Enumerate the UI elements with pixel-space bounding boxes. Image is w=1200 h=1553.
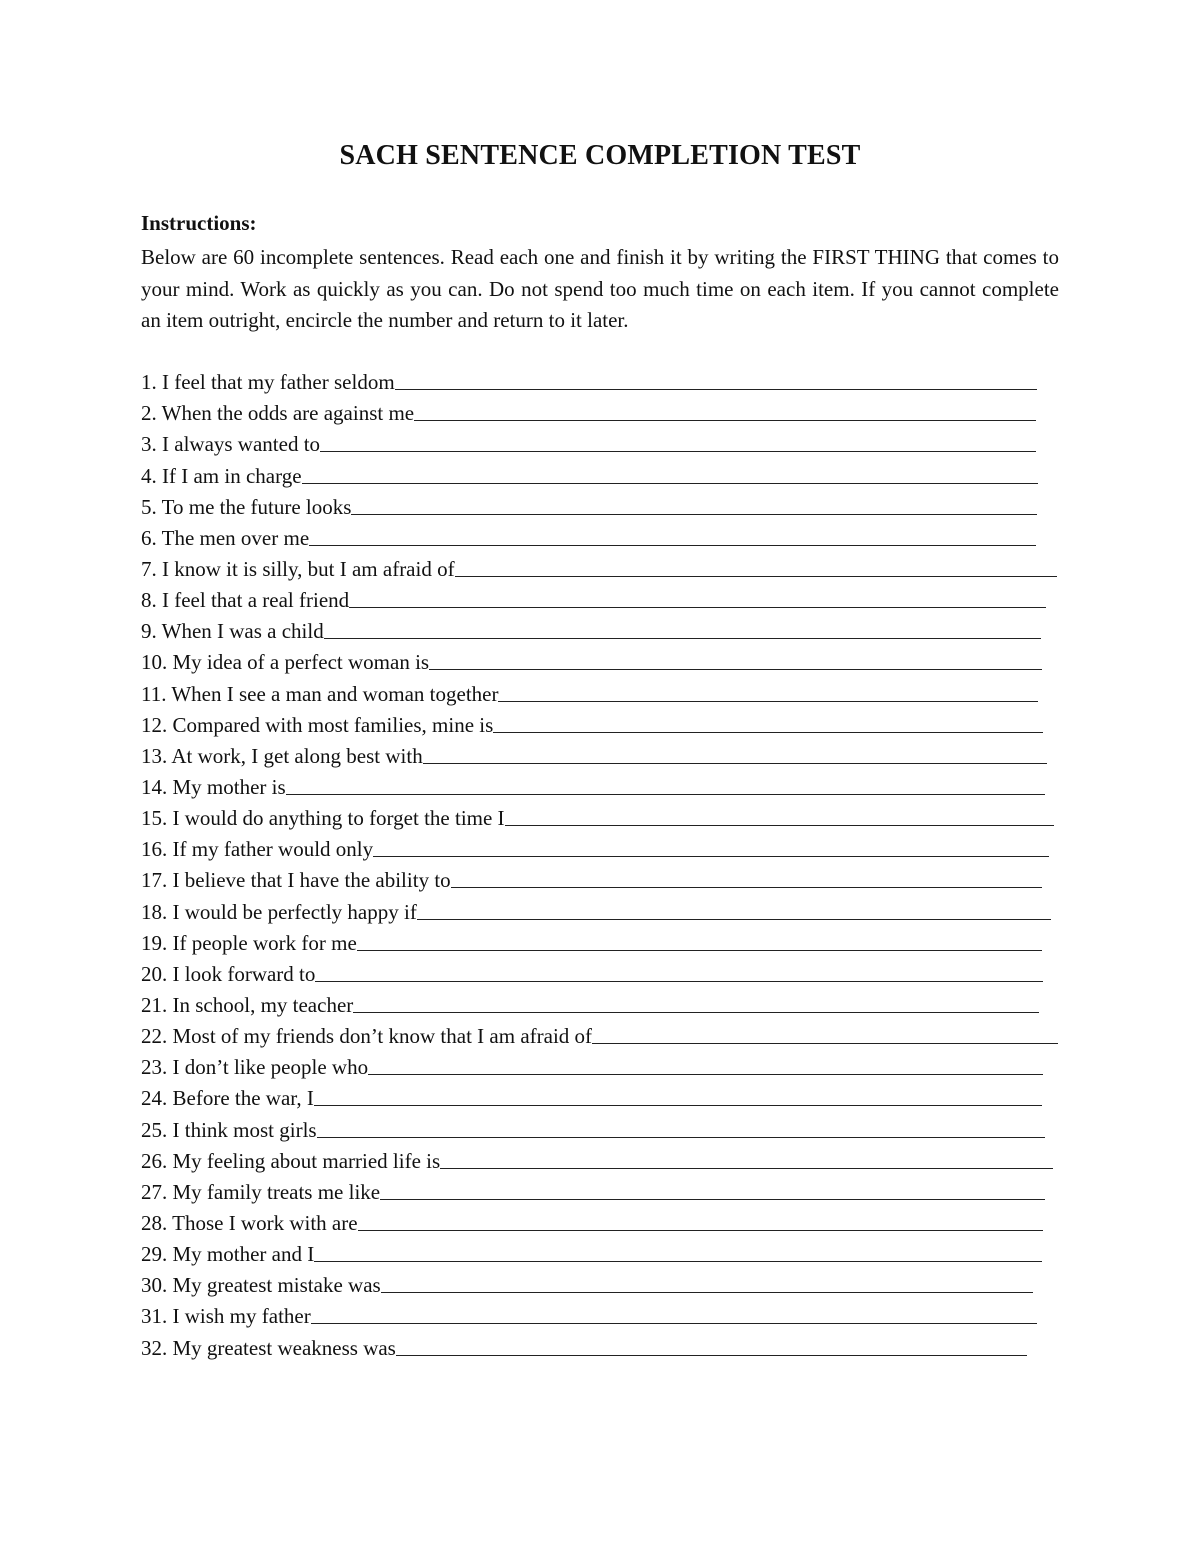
sentence-stem: 1. I feel that my father seldom xyxy=(141,370,395,395)
page-title: SACH SENTENCE COMPLETION TEST xyxy=(339,140,861,171)
answer-blank-line[interactable] xyxy=(429,669,1042,670)
sentence-stem: 13. At work, I get along best with xyxy=(141,743,423,768)
answer-blank-line[interactable] xyxy=(286,794,1045,795)
sentence-item xyxy=(141,988,1058,1019)
sentence-item xyxy=(141,1050,1058,1081)
answer-blank-line[interactable] xyxy=(440,1168,1053,1169)
sentence-stem: 11. When I see a man and woman together xyxy=(141,681,499,706)
sentence-item xyxy=(141,614,1058,645)
sentence-stem: 17. I believe that I have the ability to xyxy=(141,868,451,893)
sentence-stem: 6. The men over me xyxy=(141,525,310,550)
sentence-item xyxy=(141,1237,1058,1268)
sentence-item xyxy=(141,1206,1058,1237)
answer-blank-line[interactable] xyxy=(381,1292,1033,1293)
sentence-stem: 5. To me the future looks xyxy=(141,494,352,519)
sentence-stem: 20. I look forward to xyxy=(141,961,316,986)
sentence-item xyxy=(141,894,1058,925)
sentence-item xyxy=(141,770,1058,801)
answer-blank-line[interactable] xyxy=(368,1074,1043,1075)
sentence-item xyxy=(141,1112,1058,1143)
sentence-stem: 14. My mother is xyxy=(141,774,286,799)
sentence-stem: 28. Those I work with are xyxy=(141,1210,358,1235)
answer-blank-line[interactable] xyxy=(314,1105,1042,1106)
answer-blank-line[interactable] xyxy=(498,701,1038,702)
answer-blank-line[interactable] xyxy=(505,825,1054,826)
answer-blank-line[interactable] xyxy=(423,763,1047,764)
sentence-item xyxy=(141,1081,1058,1112)
sentence-stem: 16. If my father would only xyxy=(141,837,374,862)
answer-blank-line[interactable] xyxy=(592,1043,1058,1044)
sentence-item xyxy=(141,801,1058,832)
sentence-stem: 25. I think most girls xyxy=(141,1117,317,1142)
sentence-stem: 7. I know it is silly, but I am afraid of xyxy=(141,556,455,581)
sentence-stem: 18. I would be perfectly happy if xyxy=(141,899,417,924)
sentence-item xyxy=(141,645,1058,676)
sentence-item xyxy=(141,1268,1058,1299)
sentence-item xyxy=(141,1019,1058,1050)
sentence-stem: 32. My greatest weakness was xyxy=(141,1335,396,1360)
answer-blank-line[interactable] xyxy=(455,576,1057,577)
sentence-item xyxy=(141,832,1058,863)
sentence-item xyxy=(141,1144,1058,1175)
sentence-stem: 9. When I was a child xyxy=(141,619,324,644)
sentence-item xyxy=(141,676,1058,707)
sentence-item xyxy=(141,458,1058,489)
answer-blank-line[interactable] xyxy=(414,420,1036,421)
answer-blank-line[interactable] xyxy=(417,919,1051,920)
answer-blank-line[interactable] xyxy=(357,950,1042,951)
sentence-item xyxy=(141,863,1058,894)
sentence-stem: 4. If I am in charge xyxy=(141,463,302,488)
answer-blank-line[interactable] xyxy=(314,1261,1042,1262)
answer-blank-line[interactable] xyxy=(451,887,1042,888)
sentence-stem: 24. Before the war, I xyxy=(141,1086,314,1111)
sentence-stem: 29. My mother and I xyxy=(141,1242,315,1267)
sentence-stem: 26. My feeling about married life is xyxy=(141,1148,441,1173)
answer-blank-line[interactable] xyxy=(311,1323,1037,1324)
sentence-item xyxy=(141,521,1058,552)
sentence-item xyxy=(141,708,1058,739)
answer-blank-line[interactable] xyxy=(349,607,1046,608)
sentence-stem: 2. When the odds are against me xyxy=(141,401,415,426)
sentence-item xyxy=(141,396,1058,427)
sentence-stem: 23. I don’t like people who xyxy=(141,1055,369,1080)
sentence-stem: 22. Most of my friends don’t know that I am afraid of xyxy=(141,1024,593,1049)
answer-blank-line[interactable] xyxy=(493,732,1043,733)
answer-blank-line[interactable] xyxy=(320,451,1036,452)
sentence-stem: 15. I would do anything to forget the time I xyxy=(141,806,505,831)
sentence-stem: 3. I always wanted to xyxy=(141,432,321,457)
answer-blank-line[interactable] xyxy=(309,545,1036,546)
sentence-item xyxy=(141,1175,1058,1206)
answer-blank-line[interactable] xyxy=(317,1137,1045,1138)
sentence-item xyxy=(141,365,1058,396)
sentence-stem: 30. My greatest mistake was xyxy=(141,1273,381,1298)
sentence-stem: 12. Compared with most families, mine is xyxy=(141,712,494,737)
instructions-text: Below are 60 incomplete sentences. Read each one and finish it by writing the FIRST THING that comes to your mind. Work as quickly as you can. Do not spend too much time on each item. If you cannot complete an item outright, encircle the number and return to it later. xyxy=(141,245,1059,332)
sentence-item xyxy=(141,552,1058,583)
sentence-item xyxy=(141,427,1058,458)
sentence-item xyxy=(141,926,1058,957)
answer-blank-line[interactable] xyxy=(373,856,1049,857)
sentence-stem: 31. I wish my father xyxy=(141,1304,311,1329)
answer-blank-line[interactable] xyxy=(315,981,1043,982)
answer-blank-line[interactable] xyxy=(358,1230,1043,1231)
sentence-stem: 10. My idea of a perfect woman is xyxy=(141,650,430,675)
answer-blank-line[interactable] xyxy=(351,514,1037,515)
sentence-item xyxy=(141,1299,1058,1330)
sentence-item xyxy=(141,490,1058,521)
answer-blank-line[interactable] xyxy=(396,1355,1027,1356)
sentence-stem: 21. In school, my teacher xyxy=(141,992,354,1017)
sentence-stem: 27. My family treats me like xyxy=(141,1179,381,1204)
instructions-heading: Instructions: xyxy=(141,211,257,235)
sentence-stem: 8. I feel that a real friend xyxy=(141,588,350,613)
sentence-list xyxy=(141,365,1058,1362)
answer-blank-line[interactable] xyxy=(302,483,1038,484)
sentence-stem: 19. If people work for me xyxy=(141,930,357,955)
answer-blank-line[interactable] xyxy=(395,389,1037,390)
sentence-item xyxy=(141,583,1058,614)
answer-blank-line[interactable] xyxy=(380,1199,1045,1200)
answer-blank-line[interactable] xyxy=(324,638,1041,639)
answer-blank-line[interactable] xyxy=(353,1012,1039,1013)
sentence-item xyxy=(141,1330,1058,1361)
sentence-item xyxy=(141,957,1058,988)
sentence-item xyxy=(141,739,1058,770)
